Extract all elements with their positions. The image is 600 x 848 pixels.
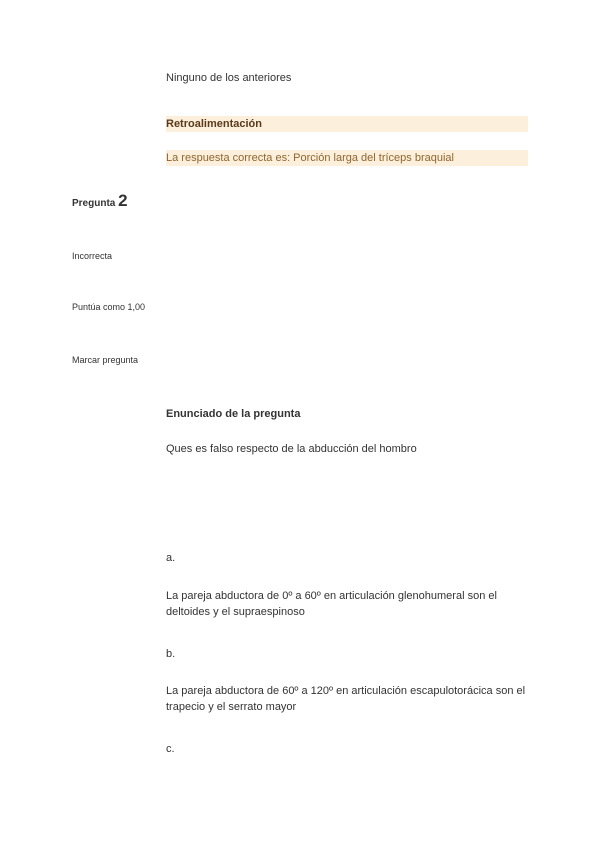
question-state: Incorrecta xyxy=(72,251,113,261)
feedback-heading: Retroalimentación xyxy=(166,116,528,132)
question-score: Puntúa como 1,00 xyxy=(72,302,146,312)
correct-answer-text: La respuesta correcta es: Porción larga del tríceps braquial xyxy=(166,150,528,166)
flag-question-link[interactable]: Marcar pregunta xyxy=(72,355,139,365)
question-statement-heading: Enunciado de la pregunta xyxy=(166,408,301,420)
question-number-value: 2 xyxy=(118,191,128,210)
option-a-text[interactable]: La pareja abductora de 0º a 60º en articulación glenohumeral son el deltoides y el supraespinoso xyxy=(166,590,497,618)
option-b-letter[interactable]: b. xyxy=(166,648,176,660)
previous-option-text: Ninguno de los anteriores xyxy=(166,72,292,84)
option-b-text[interactable]: La pareja abductora de 60º a 120º en articulación escapulotorácica son el trapecio y el serrato mayor xyxy=(166,685,526,713)
question-number xyxy=(72,191,128,211)
question-label: Pregunta xyxy=(72,198,116,209)
option-a-letter[interactable]: a. xyxy=(166,552,176,564)
option-c-letter[interactable]: c. xyxy=(166,743,175,755)
question-text: Ques es falso respecto de la abducción del hombro xyxy=(166,443,417,455)
